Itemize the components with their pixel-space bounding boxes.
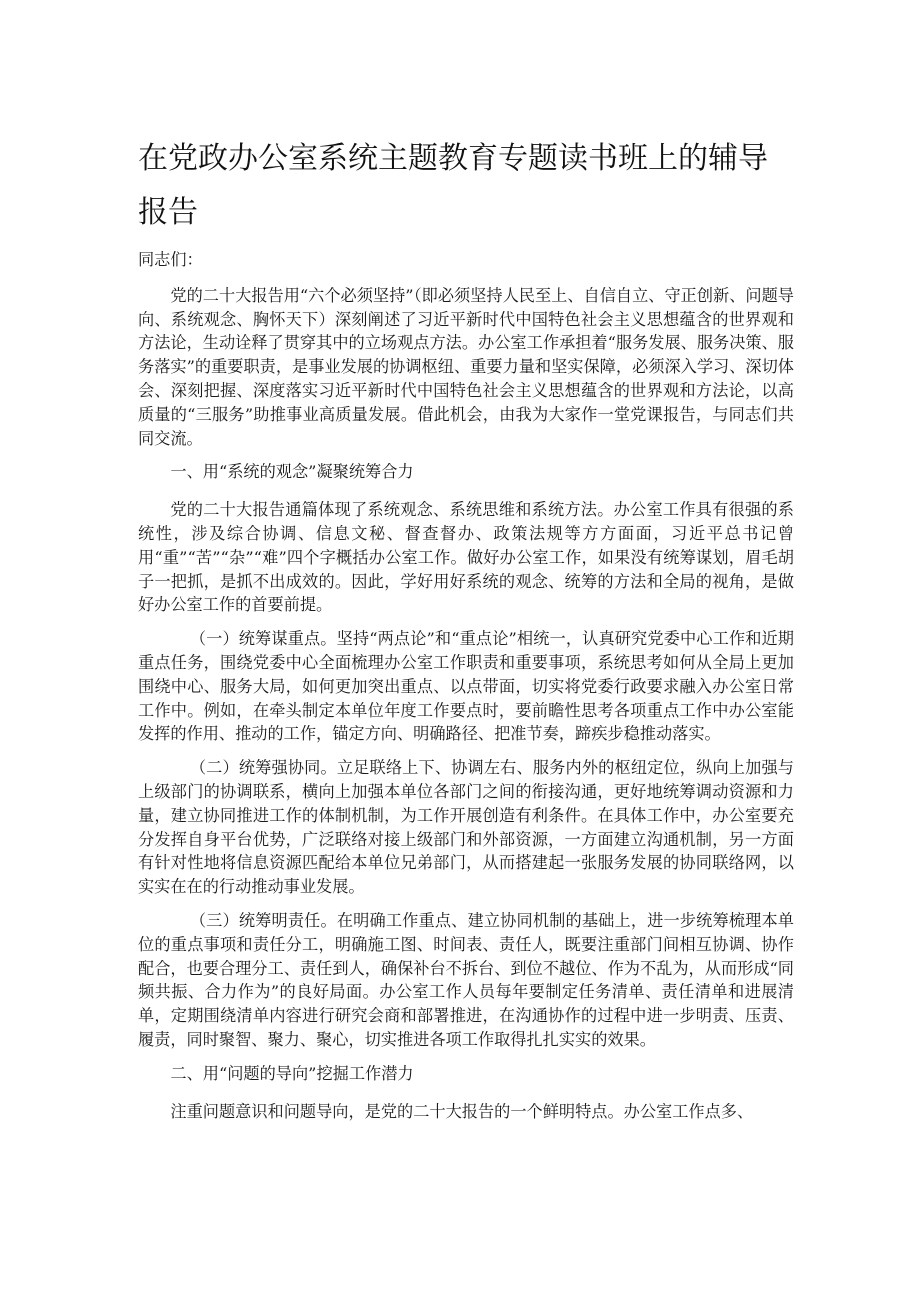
section-heading-1: 一、用“系统的观念”凝聚统筹合力: [170, 462, 414, 482]
paragraph-section-2: 注重问题意识和问题导向，是党的二十大报告的一个鲜明特点。办公室工作点多、: [170, 1101, 754, 1121]
section-heading-2: 二、用“问题的导向”挖掘工作潜力: [170, 1063, 414, 1083]
paragraph-item-3: （三）统筹明责任。在明确工作重点、建立协同机制的基础上，进一步统筹梳理本单位的重点事项和责任分工，明确施工图、时间表、责任人，既要注重部门间相互协调、协作配合，也要合理分工、责任到人，确保补台不拆台、到位不越位、作为不乱为，从而形成“同频共振、合力作为”的良好局面。办公室工作人员每年要制定任务清单、责任清单和进展清单，定期围绕清单内容进行研究会商和部署推进，在沟通协作的过程中进一步明责、压责、履责，同时聚智、聚力、聚心，切实推进各项工作取得扎扎实实的效果。: [138, 910, 794, 1049]
document-body: [138, 248, 794, 1133]
greeting: 同志们：: [138, 250, 203, 269]
paragraph-item-2: （二）统筹强协同。立足联络上下、协调左右、服务内外的枢纽定位，纵向上加强与上级部门的协调联系，横向上加强本单位各部门之间的衔接沟通，更好地统筹调动资源和力量，建立协同推进工作的体制机制，为工作开展创造有利条件。在具体工作中，办公室要充分发挥自身平台优势，广泛联络对接上级部门和外部资源，一方面建立沟通机制，另一方面有针对性地将信息资源匹配给本单位兄弟部门，从而搭建起一张服务发展的协同联络网，以实实在在的行动推动事业发展。: [138, 758, 794, 897]
paragraph-intro: 党的二十大报告用“六个必须坚持”（即必须坚持人民至上、自信自立、守正创新、问题导向、系统观念、胸怀天下）深刻阐述了习近平新时代中国特色社会主义思想蕴含的世界观和方法论，生动诠释了贯穿其中的立场观点方法。办公室工作承担着“服务发展、服务决策、服务落实”的重要职责，是事业发展的协调枢纽、重要力量和坚实保障，必须深入学习、深切体会、深刻把握、深度落实习近平新时代中国特色社会主义思想蕴含的世界观和方法论，以高质量的“三服务”助推事业高质量发展。借此机会，由我为大家作一堂党课报告，与同志们共同交流。: [138, 285, 794, 448]
document-title: 在党政办公室系统主题教育专题读书班上的辅导报告: [138, 141, 768, 230]
paragraph-section-1: 党的二十大报告通篇体现了系统观念、系统思维和系统方法。办公室工作具有很强的系统性，涉及综合协调、信息文秘、督查督办、政策法规等方方面面，习近平总书记曾用“重”“苦”“杂”“难”四个字概括办公室工作。做好办公室工作，如果没有统筹谋划，眉毛胡子一把抓，是抓不出成效的。因此，学好用好系统的观念、统筹的方法和全局的视角，是做好办公室工作的首要前提。: [138, 500, 794, 615]
paragraph-item-1: （一）统筹谋重点。坚持“两点论”和“重点论”相统一，认真研究党委中心工作和近期重点任务，围绕党委中心全面梳理办公室工作职责和重要事项，系统思考如何从全局上更加围绕中心、服务大局，如何更加突出重点、以点带面，切实将党委行政要求融入办公室日常工作中。例如，在牵头制定本单位年度工作要点时，要前瞻性思考各项重点工作中办公室能发挥的作用、推动的工作，锚定方向、明确路径、把准节奏，蹄疾步稳推动落实。: [138, 629, 794, 744]
